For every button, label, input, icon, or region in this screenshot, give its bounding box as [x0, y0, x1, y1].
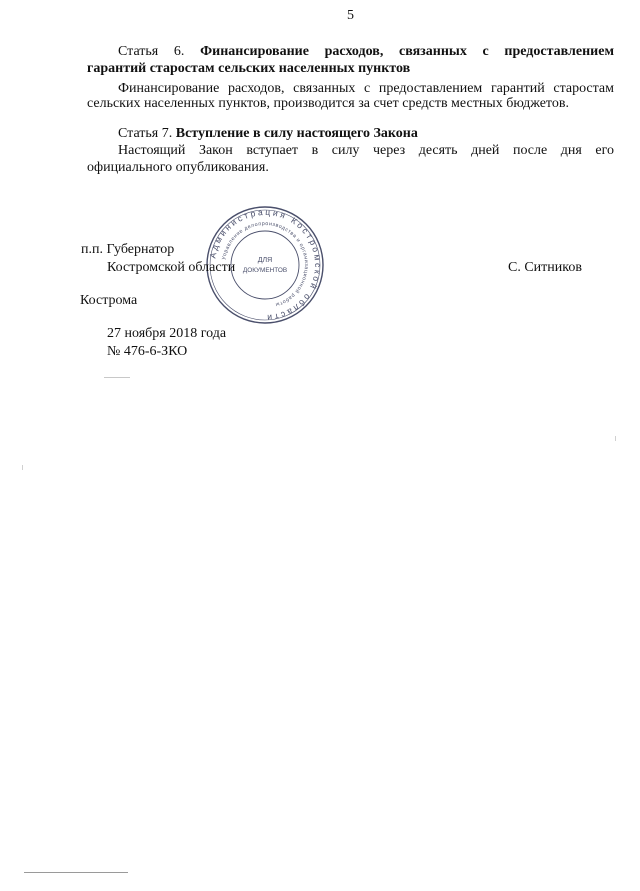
stamp-center-line2: ДОКУМЕНТОВ [242, 267, 288, 274]
document-number: № 476-6-ЗКО [107, 344, 188, 359]
article-7-body-line2: официального опубликования. [87, 160, 269, 175]
article-6-title-line1: Финансирование расходов, связанных с предоставлением [200, 44, 614, 59]
stamp-inner-text: Управление делопроизводства и организационной работы [221, 220, 310, 308]
article-6-heading [118, 43, 614, 61]
page-number: 5 [347, 8, 354, 23]
scan-artifact [22, 465, 23, 470]
article-6-label: Статья 6. [118, 44, 185, 59]
article-6-title-line2: гарантий старостам сельских населенных пунктов [87, 61, 411, 76]
article-6-body-line2: сельских населенных пунктов, производится за счет средств местных бюджетов. [87, 96, 569, 111]
article-7-body-line1: Настоящий Закон вступает в силу через десять дней после дня его [118, 143, 614, 158]
scan-artifact [615, 436, 616, 441]
scan-artifact [104, 377, 130, 378]
article-7-title: Вступление в силу настоящего Закона [175, 126, 418, 141]
document-date: 27 ноября 2018 года [107, 326, 227, 341]
stamp-center-line1: ДЛЯ [257, 257, 273, 264]
footer-rule [24, 872, 128, 873]
signatory-role-line2: Костромской области [107, 260, 236, 275]
signatory-name: С. Ситников [508, 260, 582, 275]
article-7-heading [118, 126, 418, 142]
stamp-outer-text: Администрация Костромской области [207, 206, 324, 324]
signatory-role-line1: п.п. Губернатор [81, 242, 175, 257]
article-6-body-line1: Финансирование расходов, связанных с предоставлением гарантий старостам [118, 81, 614, 96]
city: Кострома [80, 293, 138, 308]
article-7-label: Статья 7. [118, 126, 173, 141]
stamp-inner-ring [231, 231, 299, 299]
